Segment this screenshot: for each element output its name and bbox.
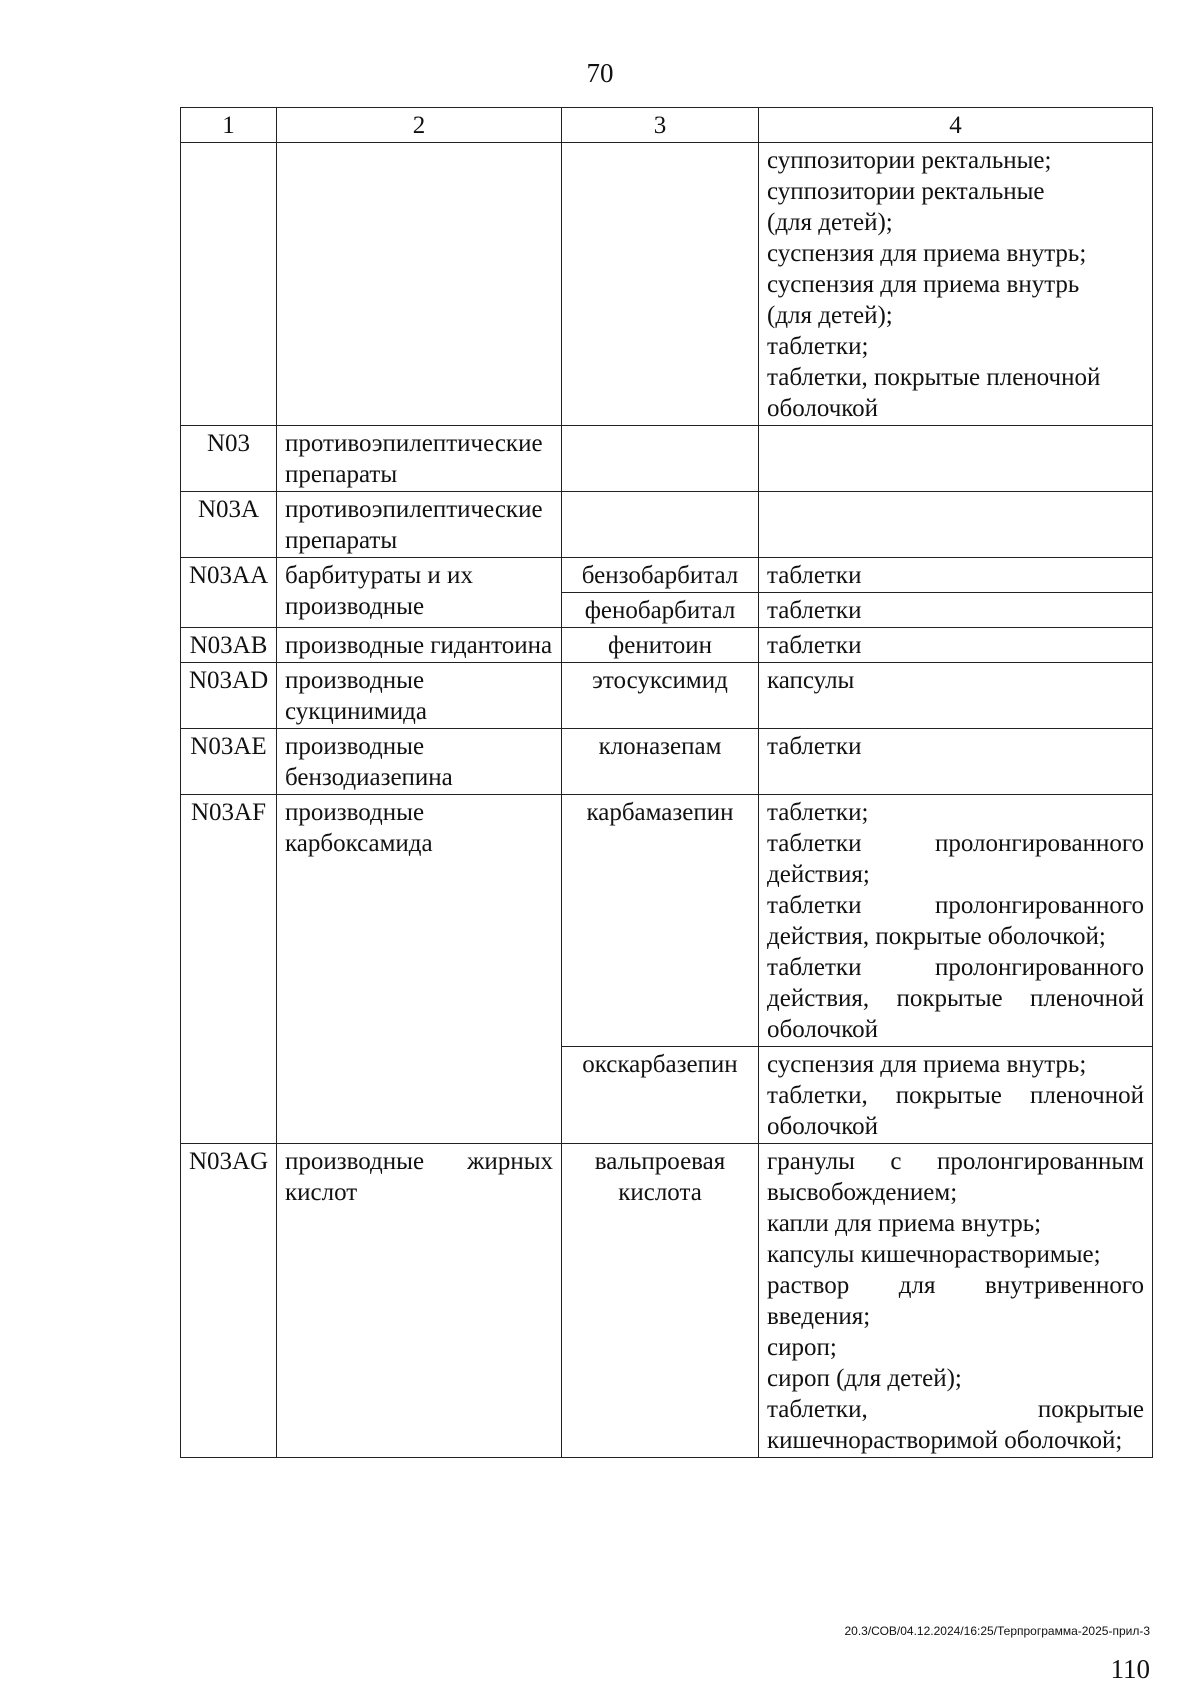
group-description: производные сукцинимида xyxy=(277,663,562,729)
form-line: таблетки; xyxy=(767,799,869,826)
drug-name: окскарбазепин xyxy=(562,1047,759,1144)
form-line: (для детей); xyxy=(767,302,893,329)
drug-cell xyxy=(562,426,759,492)
drug-name: карбамазепин xyxy=(562,795,759,1047)
atc-code: N03AF xyxy=(181,795,277,1144)
form-line: таблетки пролонгированного действия, покрытые оболочкой; xyxy=(767,892,1144,950)
page-number-top: 70 xyxy=(586,58,614,88)
table-row-n03ag xyxy=(181,1144,1153,1458)
form-line: таблетки; xyxy=(767,333,869,360)
form-line: гранулы с пролонгированным высвобождением; xyxy=(767,1148,1144,1206)
atc-code: N03AE xyxy=(181,729,277,795)
table-row-n03aa xyxy=(181,558,1153,593)
column-header-2: 2 xyxy=(277,108,562,143)
drug-table xyxy=(180,107,1153,1458)
dosage-forms: таблетки xyxy=(759,729,1153,795)
dosage-forms: таблетки xyxy=(759,628,1153,663)
drug-name: этосуксимид xyxy=(562,663,759,729)
dosage-forms xyxy=(759,1047,1153,1144)
form-line: таблетки пролонгированного действия, покрытые пленочной оболочкой xyxy=(767,954,1144,1043)
form-line: капли для приема внутрь; xyxy=(767,1210,1042,1237)
atc-code: N03AA xyxy=(181,558,277,628)
group-description: производные бензодиазепина xyxy=(277,729,562,795)
forms-cell xyxy=(759,426,1153,492)
form-line: таблетки, покрытые пленочной оболочкой xyxy=(767,1082,1144,1140)
form-line: сироп (для детей); xyxy=(767,1365,962,1392)
form-line: суспензия для приема внутрь; xyxy=(767,1051,1087,1078)
drug-cell xyxy=(562,143,759,426)
table-row-continuation xyxy=(181,143,1153,426)
table-row-n03 xyxy=(181,426,1153,492)
code-cell xyxy=(181,143,277,426)
table-header-row xyxy=(181,108,1153,143)
forms-cell xyxy=(759,143,1153,426)
dosage-forms: таблетки xyxy=(759,593,1153,628)
footer-reference: 20.3/СОВ/04.12.2024/16:25/Терпрограмма-2025-прил-3 xyxy=(844,1624,1150,1638)
forms-cell xyxy=(759,492,1153,558)
form-line: таблетки, покрытые пленочной xyxy=(767,364,1101,391)
column-header-3: 3 xyxy=(562,108,759,143)
form-line: таблетки пролонгированного действия; xyxy=(767,830,1144,888)
table-row-n03a xyxy=(181,492,1153,558)
column-header-4: 4 xyxy=(759,108,1153,143)
table-row-n03ad xyxy=(181,663,1153,729)
drug-name: фенобарбитал xyxy=(562,593,759,628)
drug-name: фенитоин xyxy=(562,628,759,663)
form-line: суспензия для приема внутрь; xyxy=(767,240,1087,267)
dosage-forms xyxy=(759,795,1153,1047)
form-line: оболочкой xyxy=(767,395,879,422)
group-description: противоэпилептические препараты xyxy=(277,492,562,558)
description-cell xyxy=(277,143,562,426)
group-description: производные гидантоина xyxy=(277,628,562,663)
group-description: производные карбоксамида xyxy=(277,795,562,1144)
form-line: сироп; xyxy=(767,1334,837,1361)
atc-code: N03A xyxy=(181,492,277,558)
dosage-forms: капсулы xyxy=(759,663,1153,729)
group-description: барбитураты и их производные xyxy=(277,558,562,628)
atc-code: N03AB xyxy=(181,628,277,663)
page-number-bottom: 110 xyxy=(1110,1654,1150,1684)
form-line: раствор для внутривенного введения; xyxy=(767,1272,1144,1330)
dosage-forms xyxy=(759,1144,1153,1458)
form-line: суппозитории ректальные xyxy=(767,178,1045,205)
column-header-1: 1 xyxy=(181,108,277,143)
form-line: суспензия для приема внутрь xyxy=(767,271,1080,298)
table-row-n03af xyxy=(181,795,1153,1047)
form-line: суппозитории ректальные; xyxy=(767,147,1052,174)
form-line: капсулы кишечнорастворимые; xyxy=(767,1241,1101,1268)
drug-name: клоназепам xyxy=(562,729,759,795)
drug-name: вальпроевая кислота xyxy=(562,1144,759,1458)
drug-cell xyxy=(562,492,759,558)
table-row-n03ae xyxy=(181,729,1153,795)
table-row-n03ab xyxy=(181,628,1153,663)
form-line: таблетки, покрытые кишечнорастворимой оболочкой; xyxy=(767,1396,1144,1454)
group-description: производные жирных кислот xyxy=(277,1144,562,1458)
atc-code: N03AD xyxy=(181,663,277,729)
atc-code: N03 xyxy=(181,426,277,492)
drug-name: бензобарбитал xyxy=(562,558,759,593)
group-description: противоэпилептические препараты xyxy=(277,426,562,492)
form-line: (для детей); xyxy=(767,209,893,236)
atc-code: N03AG xyxy=(181,1144,277,1458)
dosage-forms: таблетки xyxy=(759,558,1153,593)
